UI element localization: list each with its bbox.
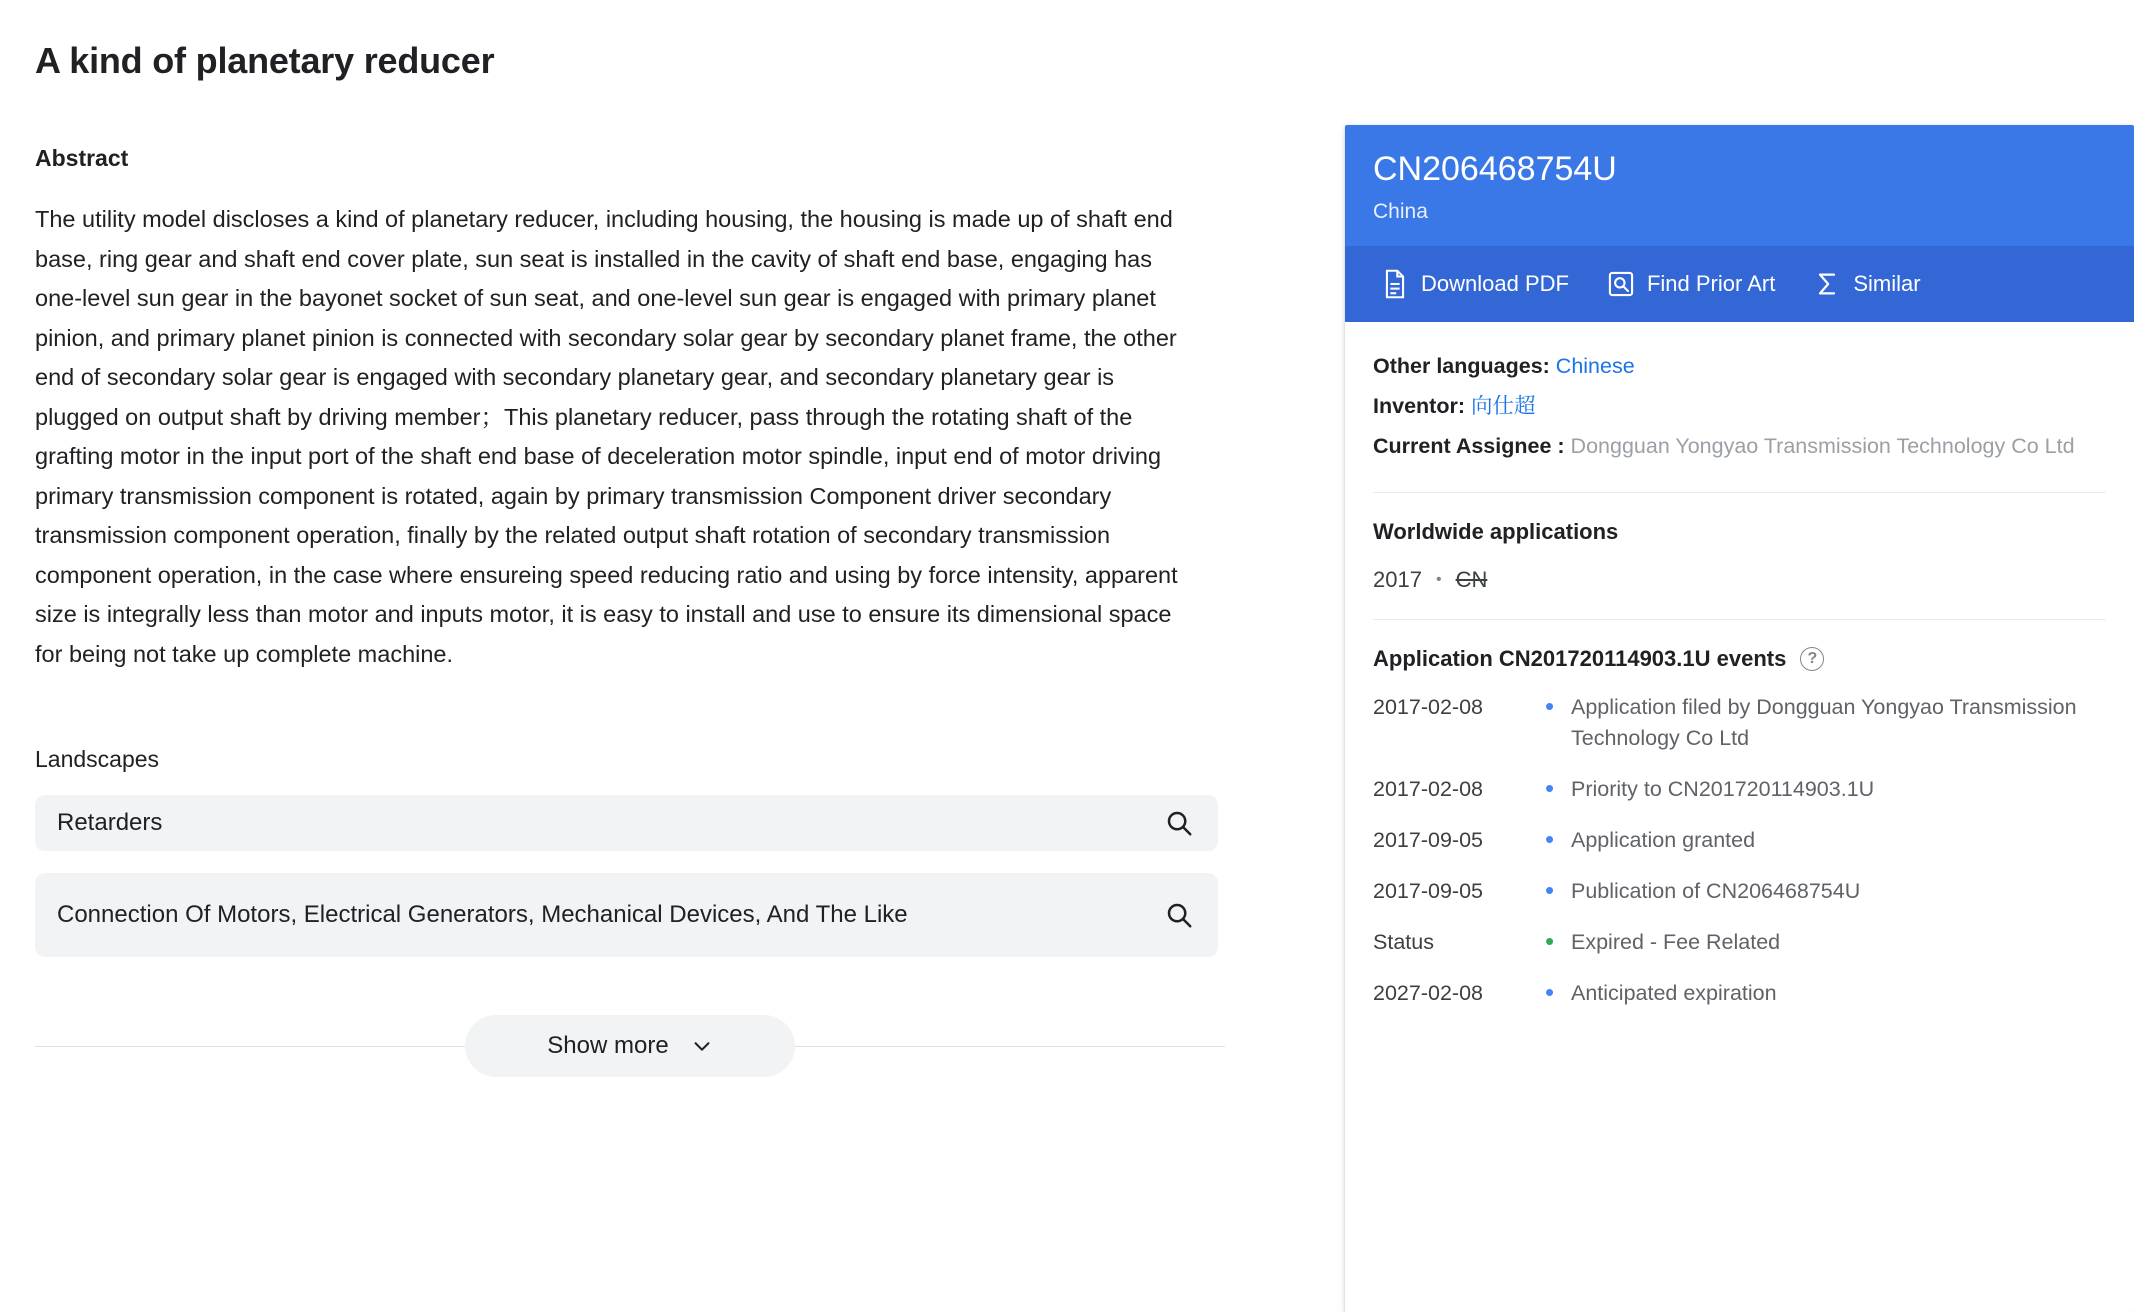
divider [1373,619,2106,620]
sigma-icon [1813,270,1841,298]
event-date: Status [1373,930,1434,955]
assignee-label: Current Assignee : [1373,434,1565,459]
landscape-chip-connection-of-motors[interactable] [35,873,1218,957]
worldwide-applications-title: Worldwide applications [1373,519,1619,545]
find-prior-art-label: Find Prior Art [1646,271,1776,297]
landscape-label: Connection Of Motors, Electrical Generators, Mechanical Devices, And The Like [57,901,908,928]
search-icon[interactable] [1162,898,1196,932]
worldwide-separator: • [1435,571,1442,589]
events-title: Application CN201720114903.1U events [1373,646,1787,672]
event-date: 2017-09-05 [1373,879,1483,904]
landscapes-heading: Landscapes [35,746,160,772]
other-languages-value[interactable]: Chinese [1555,354,1635,379]
event-bullet-icon: • [1545,773,1555,804]
show-more-button[interactable] [465,1015,795,1077]
download-pdf-label: Download PDF [1421,271,1569,297]
help-icon[interactable]: ? [1800,647,1824,671]
event-row [1373,876,2106,907]
inventor-label: Inventor: [1373,394,1465,419]
event-text: Publication of CN206468754U [1571,879,1861,904]
event-row [1373,692,2106,754]
event-date: 2017-09-05 [1373,828,1483,853]
event-text: Application granted [1571,828,1756,853]
find-prior-art-button[interactable] [1593,262,1789,306]
page-title: A kind of planetary reducer [35,40,495,81]
card-body [1345,322,2134,1009]
card-action-bar [1345,246,2134,322]
worldwide-country-code[interactable]: CN [1455,567,1488,593]
similar-label: Similar [1853,271,1921,297]
prior-art-search-icon [1607,270,1635,298]
search-icon[interactable] [1162,806,1196,840]
download-pdf-button[interactable] [1367,261,1583,307]
event-bullet-icon: • [1545,824,1555,855]
show-more-divider-row [35,1015,1225,1077]
card-header [1345,125,2134,246]
event-row [1373,825,2106,856]
worldwide-application-row [1373,567,2106,593]
event-text: Priority to CN201720114903.1U [1571,777,1875,802]
event-row [1373,774,2106,805]
assignee-row [1373,426,2106,466]
status-badge: Expired - Fee Related [1571,930,1781,955]
other-languages-row [1373,346,2106,386]
event-date: 2027-02-08 [1373,981,1483,1006]
event-text: Application filed by Dongguan Yongyao Transmission Technology Co Ltd [1571,695,2077,751]
event-row-status [1373,927,2106,958]
event-bullet-icon: • [1545,875,1555,906]
landscape-chip-retarders[interactable] [35,795,1218,851]
event-date: 2017-02-08 [1373,777,1483,802]
chevron-down-icon [691,1035,713,1057]
worldwide-year: 2017 [1373,567,1422,593]
inventor-row [1373,386,2106,426]
abstract-text: The utility model discloses a kind of planetary reducer, including housing, the housing is made up of shaft end base, ring gear and shaft end cover plate, sun seat is installed in the cavity of shaft end base, engaging has one-level sun gear in the bayonet socket of sun seat, and one-level sun gear is engaged with primary planet pinion, and primary planet pinion is connected with secondary solar gear by secondary planet frame, the other end of secondary solar gear is engaged with secondary planetary gear, and secondary planetary gear is plugged on output shaft by driving member；This planetary reducer, pass through the rotating shaft of the grafting motor in the input port of the shaft end base of deceleration motor spindle, input end of motor driving primary transmission component is rotated, again by primary transmission Component driver secondary transmission component operation, finally by the related output shaft rotation of secondary transmission component operation, in the case where ensureing speed reducing ratio and using by force intensity, apparent size is integrally less than motor and inputs motor, it is easy to install and use to ensure its dimensional space for being not take up complete machine. [35,206,1178,667]
event-text: Anticipated expiration [1571,981,1777,1006]
pdf-file-icon [1381,269,1409,299]
other-languages-label: Other languages: [1373,354,1550,379]
events-title-row [1373,646,2106,672]
landscape-label: Retarders [57,809,163,836]
show-more-label: Show more [547,1032,669,1059]
event-date: 2017-02-08 [1373,695,1483,720]
event-bullet-icon: • [1545,691,1555,722]
publication-country: China [1373,200,1428,224]
event-bullet-icon: • [1545,926,1555,957]
similar-button[interactable] [1799,262,1934,306]
divider [1373,492,2106,493]
abstract-heading: Abstract [35,145,129,171]
event-bullet-icon: • [1545,977,1555,1008]
event-row [1373,978,2106,1009]
assignee-value: Dongguan Yongyao Transmission Technology Co Ltd [1570,434,2075,459]
inventor-value[interactable]: 向仕超 [1470,394,1536,419]
patent-info-card [1345,125,2134,1312]
publication-number: CN206468754U [1373,150,1617,188]
